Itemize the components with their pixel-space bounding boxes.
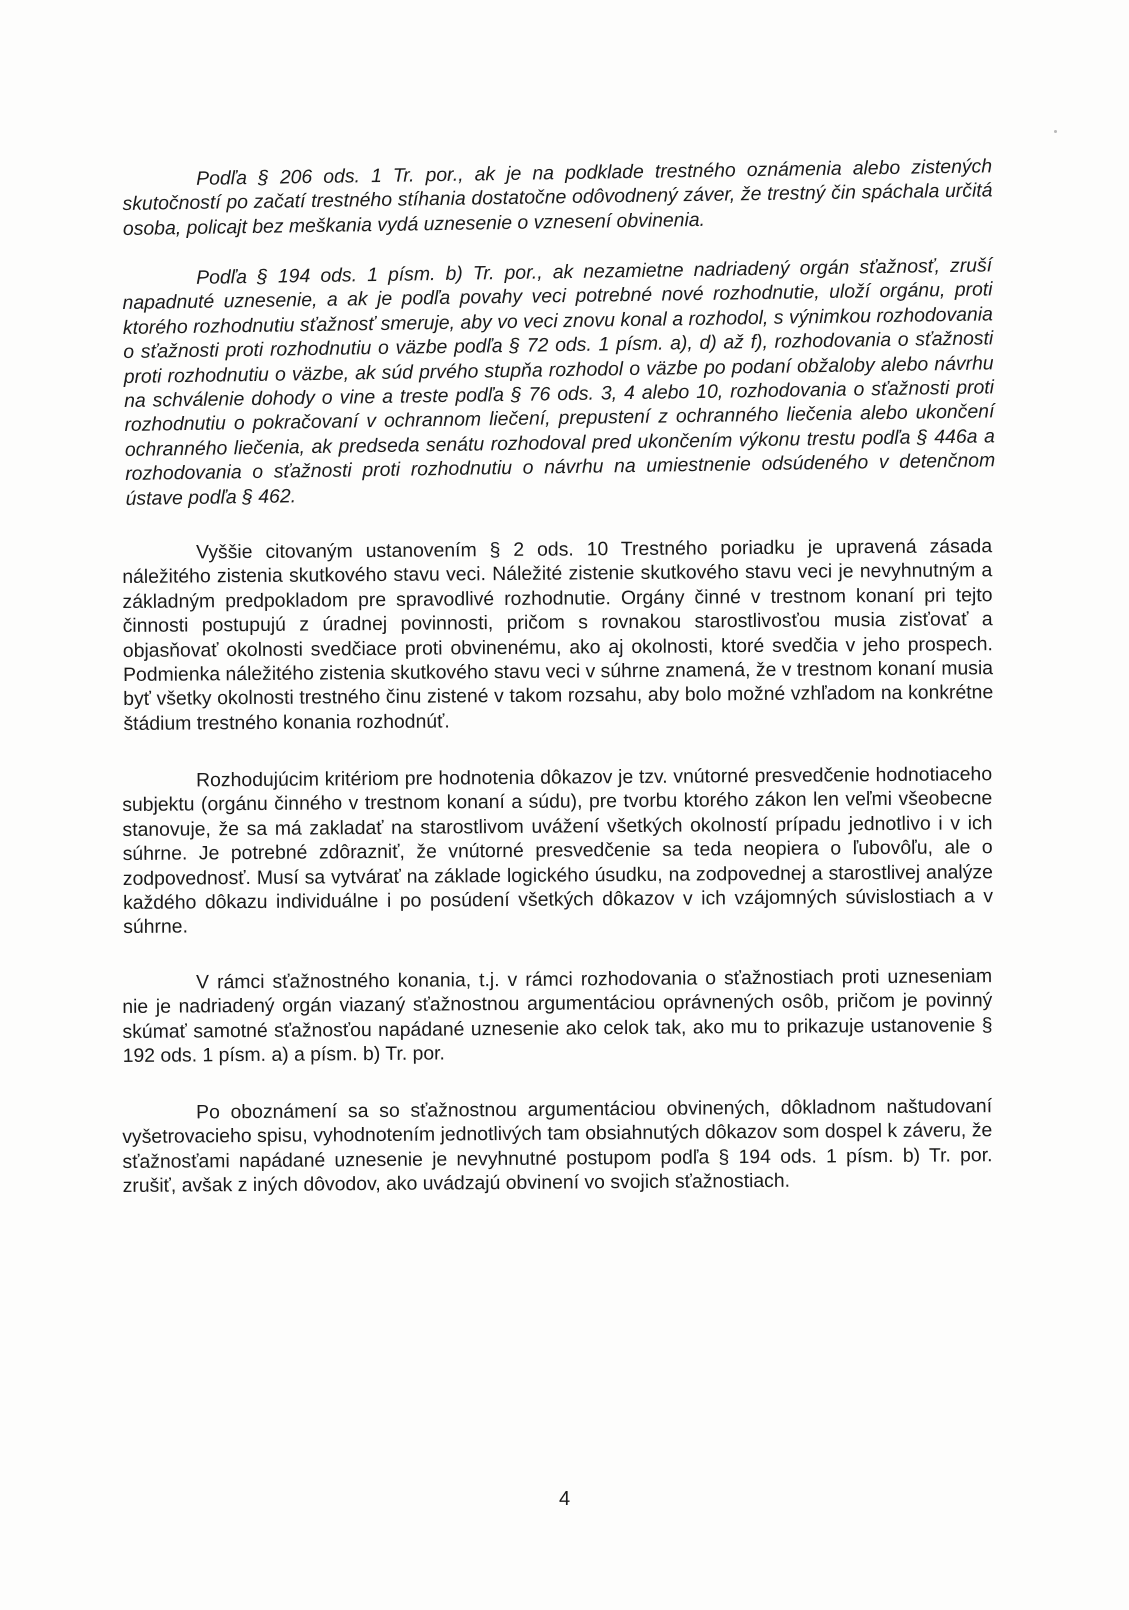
paragraph-section-194: Podľa § 194 ods. 1 písm. b) Tr. por., ak nezamietne nadriadený orgán sťažnosť, zruší napadnuté uznesenie, a ak je podľa povahy veci potrebné nové rozhodnutie, uloží orgánu, proti ktorého rozhodnutiu sťažnosť smeruje, aby vo veci znovu konal a rozhodol, s výnimkou rozhodovania o sťažnosti proti rozhodnutiu o väzbe podľa § 72 ods. 1 písm. a), d) až f), rozhodovania o sťažnosti proti rozhodnutiu o väzbe, ak súd prvého stupňa rozhodol o väzbe po podaní obžaloby alebo návrhu na schválenie dohody o vine a treste podľa § 76 ods. 3, 4 alebo 10, rozhodovania o sťažnosti proti rozhodnutiu o pokračovaní v ochrannom liečení, prepustení z ochranného liečenia alebo ukončení ochranného liečenia, ak predseda senátu rozhodoval pred ukončením výkonu trestu podľa § 446a a rozhodovania o sťažnosti proti rozhodnutiu o návrhu na umiestnenie odsúdeného v detenčnom ústave podľa § 462. [122, 254, 996, 510]
paragraph-fact-finding-principle: Vyššie citovaným ustanovením § 2 ods. 10 Trestného poriadku je upravená zásada náležitého zistenia skutkového stavu veci. Náležité zistenie skutkového stavu veci je nevyhnutným a základným predpokladom pre spravodlivé rozhodnutie. Orgány činné v trestnom konaní pri tejto činnosti postupujú z úradnej povinnosti, pričom s rovnakou starostlivosťou musia zisťovať a objasňovať okolnosti svedčiace proti obvinenému, ako aj okolnosti, ktoré svedčia v jeho prospech. Podmienka náležitého zistenia skutkového stavu veci v súhrne znamená, že v trestnom konaní musia byť všetky okolnosti trestného činu zistené v takom rozsahu, aby bolo možné vzhľadom na konkrétne štádium trestného konania rozhodnúť. [122, 535, 994, 736]
paragraph-conclusion: Po oboznámení sa so sťažnostnou argumentáciou obvinených, dôkladnom naštudovaní vyšetrovacieho spisu, vyhodnotením jednotlivých tam obsiahnutých dôkazov som dospel k záveru, že sťažnosťami napádané uznesenie je nevyhnutné postupom podľa § 194 ods. 1 písm. b) Tr. por. zrušiť, avšak z iných dôvodov, ako uvádzajú obvinení vo svojich sťažnostiach. [122, 1095, 993, 1198]
scan-speck [1054, 130, 1057, 133]
document-body [122, 155, 996, 1233]
paragraph-complaint-proceedings: V rámci sťažnostného konania, t.j. v rámci rozhodovania o sťažnostiach proti uzneseniam nie je nadriadený orgán viazaný sťažnostnou argumentáciou oprávnených osôb, pričom je povinný skúmať samotné sťažnosťou napádané uznesenie ako celok tak, ako mu to prikazuje ustanovenie § 192 ods. 1 písm. a) a písm. b) Tr. por. [122, 965, 993, 1068]
page-number: 4 [558, 1488, 571, 1510]
paragraph-evidence-evaluation: Rozhodujúcim kritériom pre hodnotenia dôkazov je tzv. vnútorné presvedčenie hodnotiaceho subjektu (orgánu činného v trestnom konaní a súdu), pre tvorbu ktorého zákon len veľmi všeobecne stanovuje, že sa má zakladať na starostlivom uvážení všetkých okolností prípadu jednotlivo i v ich súhrne. Je potrebné zdôrazniť, že vnútorné presvedčenie sa teda neopiera o ľubovôľu, ale o zodpovednosť. Musí sa vytvárať na základe logického úsudku, na zodpovednej a starostlivej analýze každého dôkazu individuálne i po posúdení všetkých dôkazov v ich vzájomných súvislostiach a v súhrne. [122, 762, 994, 938]
paragraph-section-206: Podľa § 206 ods. 1 Tr. por., ak je na podklade trestného oznámenia alebo zistených skutočností po začatí trestného stíhania dostatočne odôvodnený záver, že trestný čin spáchala určitá osoba, policajt bez meškania vydá uznesenie o vznesení obvinenia. [122, 155, 993, 240]
